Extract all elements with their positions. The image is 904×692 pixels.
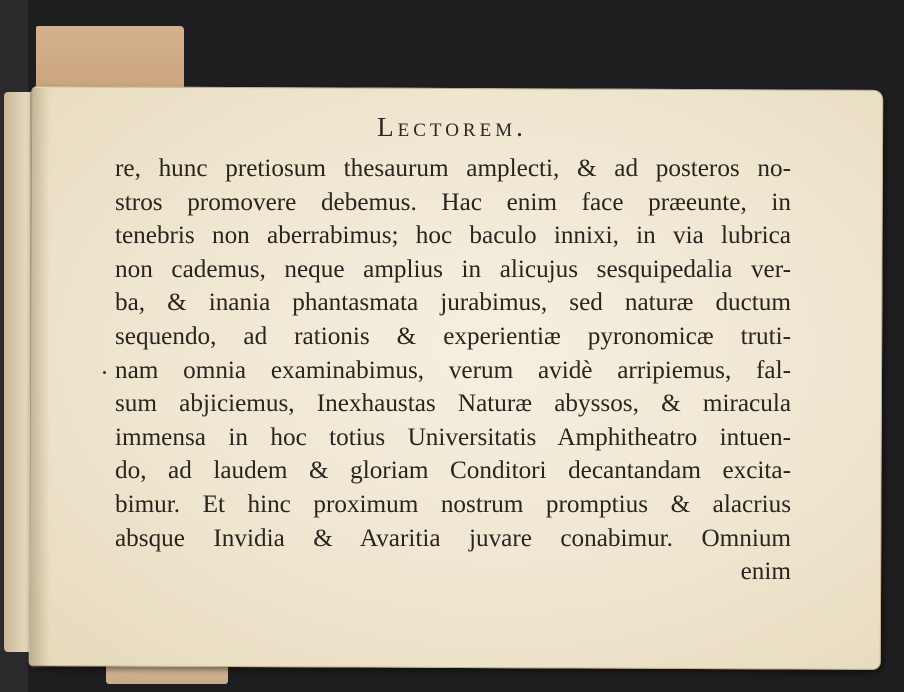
- running-heading: Lectorem.: [377, 112, 527, 142]
- text-line-12: absque Invidia & Avaritia juvare conabimur. Omnium: [115, 524, 791, 552]
- text-line-11: bimur. Et hinc proximum nostrum promptius & alacrius: [115, 490, 791, 518]
- text-line-10: do, ad laudem & gloriam Conditori decantandam excita-: [115, 457, 791, 485]
- text-line-3: tenebris non aberrabimus; hoc baculo innixi, in via lubrica: [115, 222, 791, 250]
- catchword: enim: [740, 558, 791, 586]
- body-text: [115, 152, 791, 589]
- text-line-8: sum abjiciemus, Inexhaustas Naturæ abyssos, & miracula: [115, 390, 791, 418]
- text-line-9: immensa in hoc totius Universitatis Amphitheatro intuen-: [115, 423, 791, 451]
- text-line-1: re, hunc pretiosum thesaurum amplecti, & ad posteros no-: [115, 155, 791, 182]
- text-line-6: sequendo, ad rationis & experientiæ pyronomicæ truti-: [115, 322, 791, 350]
- text-line-5: ba, & inania phantasmata jurabimus, sed naturæ ductum: [115, 289, 791, 317]
- text-line-7: nam omnia examinabimus, verum avidè arripiemus, fal-: [115, 356, 791, 384]
- spine-shadow: [30, 88, 50, 668]
- text-line-4: non cademus, neque amplius in alicujus sesquipedalia ver-: [115, 255, 791, 283]
- margin-mark: [103, 371, 106, 374]
- text-line-2: stros promovere debemus. Hac enim face præeunte, in: [115, 188, 791, 216]
- top-paper-tab: [36, 26, 184, 92]
